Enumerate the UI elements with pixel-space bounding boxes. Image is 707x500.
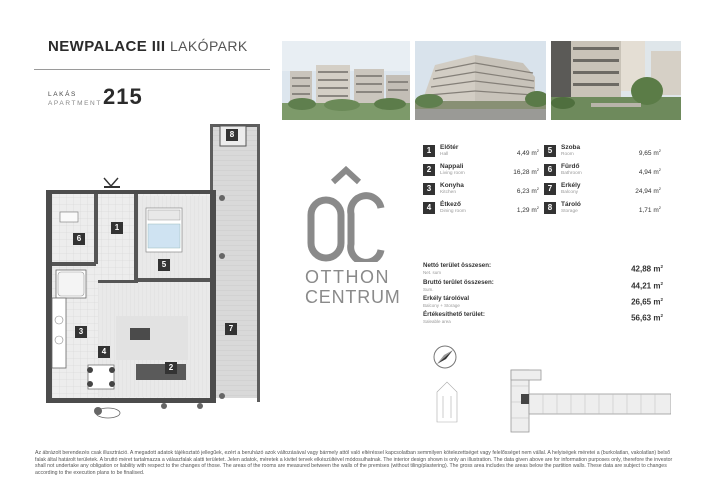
summary-row: Erkély tárolóval Balcony + Storage 26,65 $m^2$ (423, 295, 663, 308)
disclaimer-text: Az ábrázolt berendezés csak illusztráció. A megadott adatok tájékoztató jellegűek, ezért a beruházó azok változásával vagy bármely attól való eltéréssel kapcsolatban semmilyen kötelezettséget vagy felelősséget nem vállal. A helyiségek méretei a (burkolatlan, vakolatlan) belső falak által határolt területek. A bruttó méret tartalmazza a válaszfalak alatti területet. Jelen adatok, méretek a kivitel tervek elkészültével módosulhatnak. The interior design shown is only an illustration. The data given above are for information purposes only, therefore the investor shall not undertake any obligation or liability with respect to the changes of those. The areas of the rooms are measured between the walls of the premises (without tiling/plastering). The gross area includes the areas below the partition walls. These data are subject to changes according to the execution plans to be finalised. (35, 450, 673, 476)
render-photo-3 (551, 41, 681, 120)
render-photo-1 (282, 41, 410, 120)
apartment-label-hu: LAKÁS (48, 91, 77, 98)
project-subtitle: LAKÓPARK (170, 38, 248, 54)
room-row: 5 Szoba Room 9,65 $m^2$ (544, 143, 661, 160)
plan-label-kitchen: 3 (75, 326, 87, 338)
project-name: NEWPALACE III (48, 38, 166, 55)
logo-line1: OTTHON (305, 267, 390, 287)
plan-label-dining: 4 (98, 346, 110, 358)
room-row: 2 Nappali Living room 16,28 $m^2$ (423, 162, 539, 179)
render-photo-2 (415, 41, 546, 120)
plan-label-living: 2 (165, 362, 177, 374)
room-row: 3 Konyha Kitchen 6,23 $m^2$ (423, 181, 539, 198)
plan-label-storage: 8 (226, 129, 238, 141)
room-row: 6 Fürdő Bathroom 4,94 $m^2$ (544, 162, 661, 179)
room-row: 1 Előtér Hall 4,49 $m^2$ (423, 143, 539, 160)
plan-label-hall: 1 (111, 222, 123, 234)
oc-monogram-icon (305, 166, 387, 262)
room-row: 8 Tároló Storage 1,71 $m^2$ (544, 200, 661, 217)
title-divider (34, 69, 270, 70)
plan-label-room: 5 (158, 259, 170, 271)
room-row: 7 Erkély Balcony 24,94 $m^2$ (544, 181, 661, 198)
apartment-label (48, 90, 102, 108)
logo-line2: CENTRUM (305, 287, 401, 307)
floor-plan (38, 120, 268, 425)
room-row: 4 Étkező Dining room 1,29 $m^2$ (423, 200, 539, 217)
plan-label-balcony: 7 (225, 323, 237, 335)
building-key-plan (423, 352, 671, 436)
plan-label-bath: 6 (73, 233, 85, 245)
summary-row: Nettó terület összesen: Net. sum 42,88 $m^2$ (423, 262, 663, 275)
otthon-centrum-logo (305, 166, 401, 336)
summary-row: Értékesíthető terület: Saleable area 56,63 $m^2$ (423, 311, 663, 324)
summary-row: Bruttó terület összesen: Sum. 44,21 $m^2$ (423, 279, 663, 292)
apartment-label-en: APARTMENT (48, 100, 102, 107)
apartment-number: 215 (103, 84, 143, 109)
project-title (48, 38, 248, 55)
room-table (423, 143, 663, 219)
